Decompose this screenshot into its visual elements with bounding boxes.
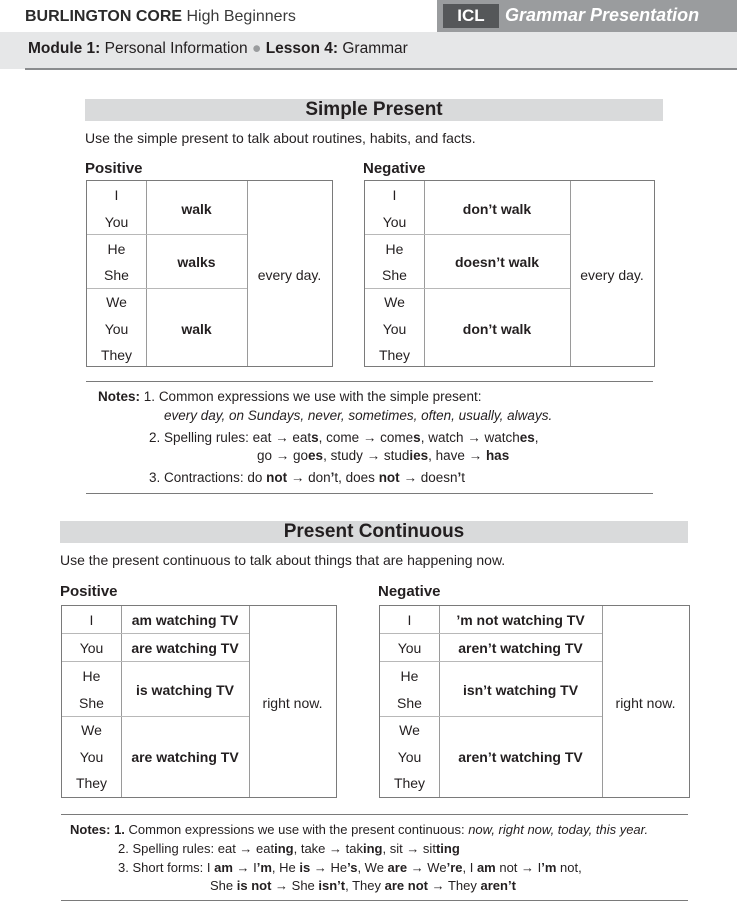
notes-divider	[61, 814, 688, 815]
note-3: 3. Short forms: I am → I’m, He is → He’s, We are → We’re, I am not → I’m not,	[118, 860, 582, 875]
page-title: Grammar Presentation	[505, 5, 700, 25]
note-3-cont: She is not → She isn’t, They are not → They aren’t	[210, 878, 516, 893]
pronoun: They	[393, 775, 426, 791]
pronoun: He	[385, 241, 404, 257]
note-1: Notes: 1. Common expressions we use with the simple present:	[98, 389, 482, 404]
verb-form: don’t walk	[462, 201, 532, 217]
verb-form: am watching TV	[131, 612, 239, 628]
positive-label: Positive	[85, 160, 143, 177]
pronoun: She	[79, 695, 104, 711]
breadcrumb: Module 1: Personal Information ● Lesson 4: Grammar	[28, 40, 408, 57]
time-expression: every day.	[257, 267, 322, 283]
verb-form: ’m not watching TV	[456, 612, 585, 628]
verb-form: are watching TV	[131, 640, 239, 656]
time-expression: right now.	[262, 695, 323, 711]
verb-form: walk	[181, 321, 212, 337]
time-expression: right now.	[615, 695, 676, 711]
icl-badge: ICL	[443, 4, 499, 28]
note-1-examples: every day, on Sundays, never, sometimes, often, usually, always.	[164, 408, 553, 423]
present-continuous-positive-table	[61, 605, 337, 798]
positive-label: Positive	[60, 583, 118, 600]
section-title-present-continuous: Present Continuous	[60, 521, 688, 543]
pronoun: He	[82, 668, 101, 684]
pronoun: He	[107, 241, 126, 257]
verb-form: aren’t watching TV	[458, 749, 583, 765]
section-intro: Use the simple present to talk about routines, habits, and facts.	[85, 130, 476, 146]
pronoun: You	[79, 749, 104, 765]
verb-form: aren’t watching TV	[458, 640, 583, 656]
verb-form: walks	[177, 254, 216, 270]
verb-form: is watching TV	[135, 682, 234, 698]
present-continuous-negative-table	[379, 605, 690, 798]
time-expression: every day.	[580, 267, 644, 283]
negative-label: Negative	[363, 160, 426, 177]
pronoun: I	[392, 187, 397, 203]
note-3: 3. Contractions: do not → don’t, does not → doesn’t	[149, 470, 466, 485]
pronoun: He	[400, 668, 419, 684]
notes-divider	[86, 493, 653, 494]
note-2-cont: go → goes, study → studies, have → has	[257, 448, 510, 463]
verb-form: isn’t watching TV	[462, 682, 579, 698]
note-2: 2. Spelling rules: eat → eats, come → comes, watch → watches,	[149, 430, 539, 445]
verb-form: doesn’t walk	[454, 254, 540, 270]
pronoun: We	[106, 294, 127, 310]
pronoun: You	[382, 214, 407, 230]
pronoun: I	[89, 612, 94, 628]
pronoun: You	[397, 749, 422, 765]
subheader-divider	[25, 68, 737, 70]
pronoun: You	[79, 640, 104, 656]
notes-divider	[61, 900, 688, 901]
verb-form: don’t walk	[462, 321, 532, 337]
negative-label: Negative	[378, 583, 441, 600]
verb-form: walk	[181, 201, 212, 217]
pronoun: We	[81, 722, 102, 738]
pronoun: I	[114, 187, 119, 203]
pronoun: You	[382, 321, 407, 337]
pronoun: She	[104, 267, 129, 283]
pronoun: I	[407, 612, 412, 628]
pronoun: They	[75, 775, 108, 791]
simple-present-positive-table	[86, 180, 333, 367]
pronoun: You	[397, 640, 422, 656]
pronoun: You	[104, 321, 129, 337]
pronoun: She	[397, 695, 422, 711]
pronoun: We	[399, 722, 420, 738]
pronoun: She	[382, 267, 407, 283]
note-1: Notes: 1. Common expressions we use with the present continuous: now, right now, today, this year.	[70, 822, 649, 837]
pronoun: We	[384, 294, 405, 310]
pronoun: They	[378, 347, 411, 363]
pronoun: You	[104, 214, 129, 230]
note-2: 2. Spelling rules: eat → eating, take → taking, sit → sitting	[118, 841, 460, 856]
course-title: BURLINGTON CORE High Beginners	[25, 8, 296, 25]
pronoun: They	[100, 347, 133, 363]
simple-present-negative-table	[364, 180, 655, 367]
section-intro: Use the present continuous to talk about things that are happening now.	[60, 552, 506, 568]
notes-divider	[86, 381, 653, 382]
verb-form: are watching TV	[131, 749, 239, 765]
section-title-simple-present: Simple Present	[85, 99, 663, 121]
